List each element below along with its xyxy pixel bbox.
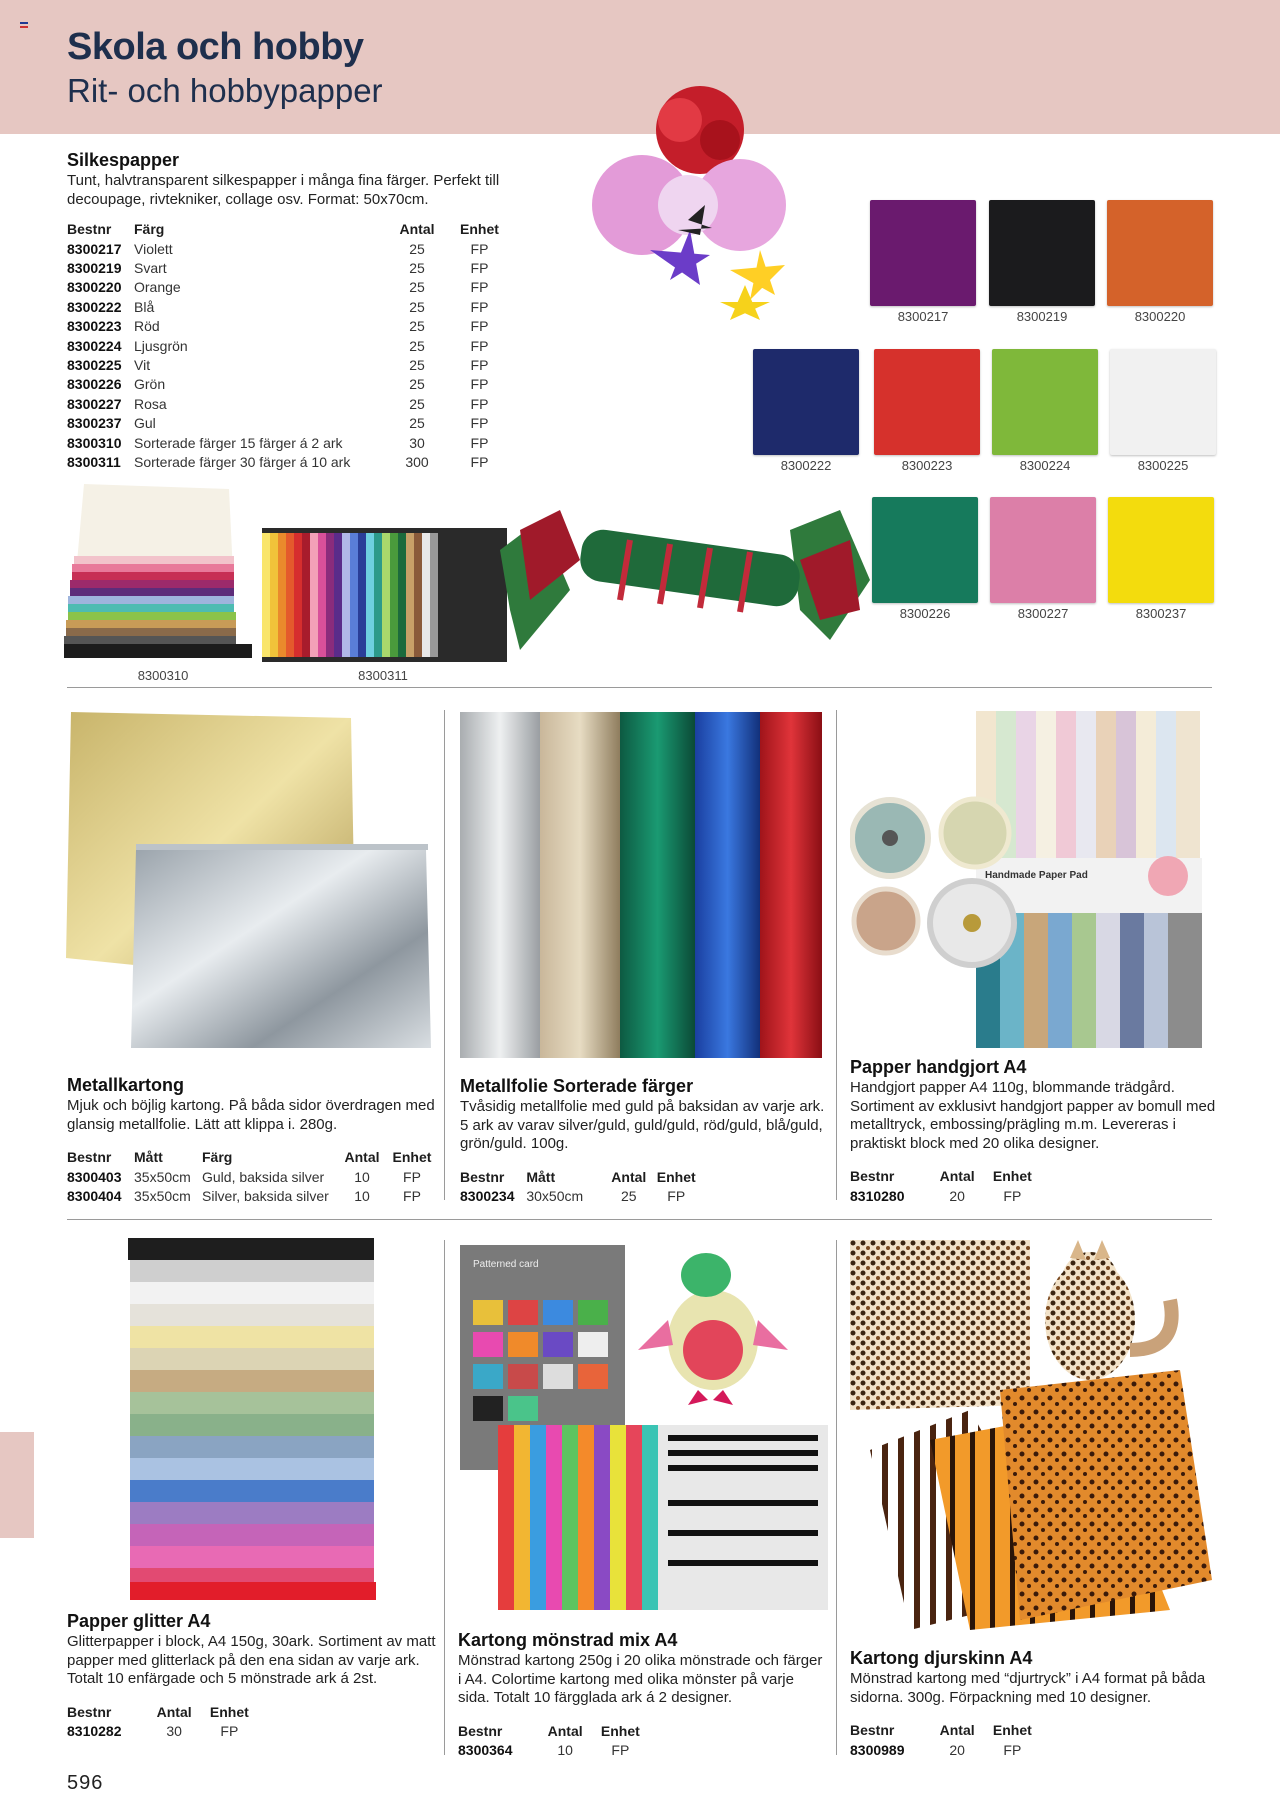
tissue-cracker-image	[500, 500, 872, 665]
col-bestnr: Bestnr	[67, 1149, 112, 1165]
table-header-row	[458, 1721, 648, 1741]
table-cell: 30	[409, 434, 425, 451]
table-cell: 25	[409, 395, 425, 412]
color-swatch	[990, 497, 1096, 603]
table-cell: 8310282	[67, 1723, 122, 1740]
table-row	[67, 433, 517, 452]
col-enhet: Enhet	[992, 1722, 1032, 1738]
product-title: Papper glitter A4	[67, 1611, 211, 1631]
tissue-fan-image	[262, 528, 507, 662]
product-description: Mönstrad kartong med “djurtryck” i A4 format på båda sidorna. 300g. Förpackning med 10 designer.	[850, 1670, 1206, 1706]
product-table	[67, 1147, 437, 1206]
table-header-row	[67, 1702, 257, 1722]
col-farg: Färg	[202, 1149, 233, 1165]
table-cell: FP	[220, 1723, 239, 1740]
col-antal: Antal	[611, 1168, 647, 1185]
product-table	[458, 1721, 648, 1760]
swatch-label: 8300224	[1019, 458, 1071, 473]
divider	[67, 687, 1212, 688]
col-antal: Antal	[156, 1703, 192, 1720]
table-cell: FP	[470, 434, 489, 451]
product-description: Mönstrad kartong 250g i 20 olika mönstrade och färger i A4. Colortime kartong med olika mönster på varje sida. Totalt 10 färgglada ark á 2 designer.	[458, 1652, 823, 1706]
page-number: 596	[67, 1772, 104, 1793]
table-row	[67, 355, 517, 374]
table-cell: FP	[470, 376, 489, 393]
table-cell: 20	[949, 1741, 965, 1758]
table-cell: 25	[409, 337, 425, 354]
table-cell: 35x50cm	[134, 1188, 191, 1205]
tissue-flowers-image	[580, 80, 820, 325]
product-title: Metallfolie Sorterade färger	[460, 1076, 694, 1096]
color-swatch	[753, 349, 859, 455]
table-cell: Röd	[134, 318, 160, 335]
color-swatch	[989, 200, 1095, 306]
table-cell: 8300225	[67, 357, 122, 374]
col-antal: Antal	[939, 1168, 975, 1184]
table-cell: 25	[409, 298, 425, 315]
table-cell: FP	[470, 240, 489, 257]
table-cell: 30	[166, 1723, 182, 1740]
table-cell: Gul	[134, 415, 156, 432]
swatch-label: 8300225	[1137, 458, 1189, 473]
color-swatch	[870, 200, 976, 306]
col-enhet: Enhet	[460, 221, 499, 237]
product-title: Papper handgjort A4	[850, 1057, 1027, 1077]
table-cell: Violett	[134, 240, 173, 257]
table-row	[460, 1187, 700, 1206]
table-cell: 25	[409, 279, 425, 296]
table-cell: 25	[409, 260, 425, 277]
pack-label: Patterned card	[473, 1259, 539, 1270]
product-description: Mjuk och böjlig kartong. På båda sidor överdragen med glansig metallfolie. Lätt att klippa i. 280g.	[67, 1097, 435, 1133]
table-cell: 8300217	[67, 240, 122, 257]
col-antal: Antal	[344, 1149, 380, 1165]
metallfolie-section	[460, 1076, 826, 1206]
djurskinn-image	[850, 1240, 1212, 1630]
table-cell: 8300223	[67, 318, 122, 335]
product-table	[67, 1702, 257, 1741]
product-table	[850, 1166, 1040, 1205]
product-description: Glitterpapper i block, A4 150g, 30ark. Sortiment av matt papper med glitterlack på den ena sidan av varje ark. Totalt 10 enfärgade och 5 mönstrade ark á 2st.	[67, 1633, 436, 1687]
table-row	[67, 1722, 257, 1741]
table-cell: FP	[470, 337, 489, 354]
table-cell: 25	[409, 318, 425, 335]
table-cell: 25	[409, 240, 425, 257]
table-row	[67, 1167, 437, 1186]
product-description: Tunt, halvtransparent silkespapper i många fina färger. Perfekt till decoupage, rivtekniker, collage osv. Format: 50x70cm.	[67, 172, 500, 208]
swatch-label: 8300223	[901, 458, 953, 473]
table-cell: Rosa	[134, 395, 167, 412]
silkespapper-section	[67, 150, 537, 472]
photo-label: 8300310	[137, 668, 189, 683]
table-cell: FP	[470, 318, 489, 335]
color-swatch	[992, 349, 1098, 455]
table-cell: Sorterade färger 30 färger á 10 ark	[134, 453, 351, 470]
table-row	[458, 1741, 648, 1760]
col-enhet: Enhet	[992, 1168, 1032, 1184]
table-cell: 8300234	[460, 1188, 515, 1205]
swatch-label: 8300237	[1135, 606, 1187, 621]
product-title: Kartong djurskinn A4	[850, 1648, 1033, 1668]
col-farg: Färg	[134, 221, 165, 237]
table-cell: Orange	[134, 279, 181, 296]
product-table	[850, 1720, 1040, 1759]
product-description: Handgjort papper A4 110g, blommande trädgård. Sortiment av exklusivt handgjort papper av bomull med metalltryck, embossing/prägling m.m. Levereras i praktiskt block med 20 olika designer.	[850, 1079, 1216, 1152]
col-enhet: Enhet	[209, 1703, 249, 1720]
flag-icon	[20, 22, 28, 28]
divider	[836, 1240, 837, 1755]
table-row	[67, 394, 517, 413]
table-cell: 8300220	[67, 279, 122, 296]
table-cell: 8300222	[67, 298, 122, 315]
col-bestnr: Bestnr	[67, 1703, 112, 1720]
color-swatch	[1110, 349, 1216, 455]
swatch-label: 8300217	[897, 309, 949, 324]
table-cell: Svart	[134, 260, 167, 277]
col-bestnr: Bestnr	[850, 1722, 895, 1738]
metallkartong-image	[66, 708, 436, 1054]
color-swatch	[1107, 200, 1213, 306]
product-title: Silkespapper	[67, 150, 180, 170]
table-cell: FP	[403, 1168, 421, 1185]
col-bestnr: Bestnr	[67, 221, 112, 237]
table-cell: Guld, baksida silver	[202, 1168, 325, 1185]
table-cell: 35x50cm	[134, 1168, 191, 1185]
table-row	[67, 258, 517, 277]
table-row	[67, 452, 517, 471]
product-description: Tvåsidig metallfolie med guld på baksidan av varje ark. 5 ark av varav silver/guld, guld/guld, röd/guld, blå/guld, grön/guld. 100g.	[460, 1098, 825, 1152]
table-row	[67, 414, 517, 433]
table-cell: 20	[949, 1187, 965, 1204]
col-bestnr: Bestnr	[458, 1722, 503, 1739]
table-cell: 25	[409, 415, 425, 432]
col-matt: Mått	[134, 1149, 163, 1165]
table-row	[850, 1740, 1040, 1759]
table-cell: FP	[611, 1742, 630, 1759]
divider	[67, 1219, 1212, 1220]
table-cell: FP	[667, 1188, 686, 1205]
glitter-section	[67, 1611, 437, 1741]
table-header-row	[850, 1166, 1040, 1186]
table-row	[850, 1186, 1040, 1205]
color-swatch	[872, 497, 978, 603]
table-header-row	[67, 1147, 437, 1167]
swatch-label: 8300222	[780, 458, 832, 473]
swatch-label: 8300227	[1017, 606, 1069, 621]
table-row	[67, 336, 517, 355]
table-cell: 8300404	[67, 1188, 122, 1205]
col-antal: Antal	[547, 1722, 583, 1739]
swatch-label: 8300226	[899, 606, 951, 621]
table-cell: 300	[405, 453, 429, 470]
swatch-label: 8300220	[1134, 309, 1186, 324]
handgjort-image	[850, 708, 1212, 1048]
swatch-label: 8300219	[1016, 309, 1068, 324]
table-row	[67, 317, 517, 336]
handgjort-section	[850, 1057, 1216, 1205]
table-cell: Vit	[134, 357, 151, 374]
metallkartong-section	[67, 1075, 437, 1206]
djurskinn-section	[850, 1648, 1216, 1759]
table-cell: 8300403	[67, 1168, 122, 1185]
table-cell: Grön	[134, 376, 166, 393]
table-cell: 25	[620, 1188, 637, 1205]
table-cell: FP	[470, 453, 489, 470]
photo-label: 8300311	[358, 668, 408, 683]
table-cell: FP	[470, 260, 489, 277]
table-cell: FP	[1003, 1741, 1022, 1758]
table-cell: FP	[470, 279, 489, 296]
col-antal: Antal	[399, 221, 435, 237]
table-cell: 8300310	[67, 434, 122, 451]
metallfolie-image	[460, 712, 822, 1058]
table-cell: 8300989	[850, 1741, 905, 1758]
table-cell: FP	[470, 298, 489, 315]
divider	[836, 710, 837, 1200]
col-antal: Antal	[939, 1722, 975, 1738]
table-cell: Silver, baksida silver	[202, 1188, 329, 1205]
table-cell: 8300364	[458, 1742, 513, 1759]
table-cell: 8300311	[67, 453, 121, 470]
product-table	[460, 1167, 700, 1206]
table-cell: FP	[1003, 1187, 1022, 1204]
table-row	[67, 239, 517, 258]
col-bestnr: Bestnr	[850, 1168, 895, 1184]
monstrad-image	[458, 1240, 828, 1612]
table-cell: 8300224	[67, 337, 122, 354]
product-title: Metallkartong	[67, 1075, 185, 1095]
col-bestnr: Bestnr	[460, 1168, 505, 1185]
table-header-row	[67, 219, 517, 239]
table-cell: FP	[403, 1188, 421, 1205]
table-cell: FP	[470, 395, 489, 412]
table-cell: Sorterade färger 15 färger á 2 ark	[134, 434, 343, 451]
table-cell: 8300226	[67, 376, 122, 393]
product-title: Kartong mönstrad mix A4	[458, 1630, 678, 1650]
table-cell: 10	[354, 1168, 370, 1185]
table-cell: 8300227	[67, 395, 122, 412]
table-cell: FP	[470, 415, 489, 432]
tissue-stack-image	[64, 484, 254, 662]
table-cell: Blå	[134, 298, 155, 315]
table-cell: 25	[409, 376, 425, 393]
col-enhet: Enhet	[392, 1149, 432, 1165]
table-cell: FP	[470, 357, 489, 374]
table-cell: 8310280	[850, 1187, 905, 1204]
table-cell: 8300219	[67, 260, 122, 277]
table-row	[67, 1186, 437, 1205]
page-subtitle: Rit- och hobbypapper	[67, 72, 383, 109]
col-matt: Mått	[526, 1168, 556, 1185]
color-swatch	[874, 349, 980, 455]
table-row	[67, 278, 517, 297]
divider	[444, 710, 445, 1200]
table-row	[67, 297, 517, 316]
table-cell: 8300237	[67, 415, 122, 432]
side-tab	[0, 1432, 34, 1538]
col-enhet: Enhet	[600, 1722, 640, 1739]
table-cell: Ljusgrön	[134, 337, 188, 354]
table-header-row	[460, 1167, 700, 1187]
table-cell: 10	[354, 1188, 370, 1205]
table-cell: 10	[557, 1742, 573, 1759]
page-title: Skola och hobby	[67, 26, 364, 68]
divider	[444, 1240, 445, 1755]
col-enhet: Enhet	[656, 1168, 696, 1185]
table-cell: 25	[409, 357, 425, 374]
pad-label: Handmade Paper Pad	[985, 870, 1088, 881]
color-swatch	[1108, 497, 1214, 603]
table-header-row	[850, 1720, 1040, 1740]
monstrad-section	[458, 1630, 828, 1760]
product-table	[67, 219, 517, 472]
table-row	[67, 375, 517, 394]
glitter-image	[128, 1238, 378, 1600]
table-cell: 30x50cm	[526, 1188, 584, 1205]
